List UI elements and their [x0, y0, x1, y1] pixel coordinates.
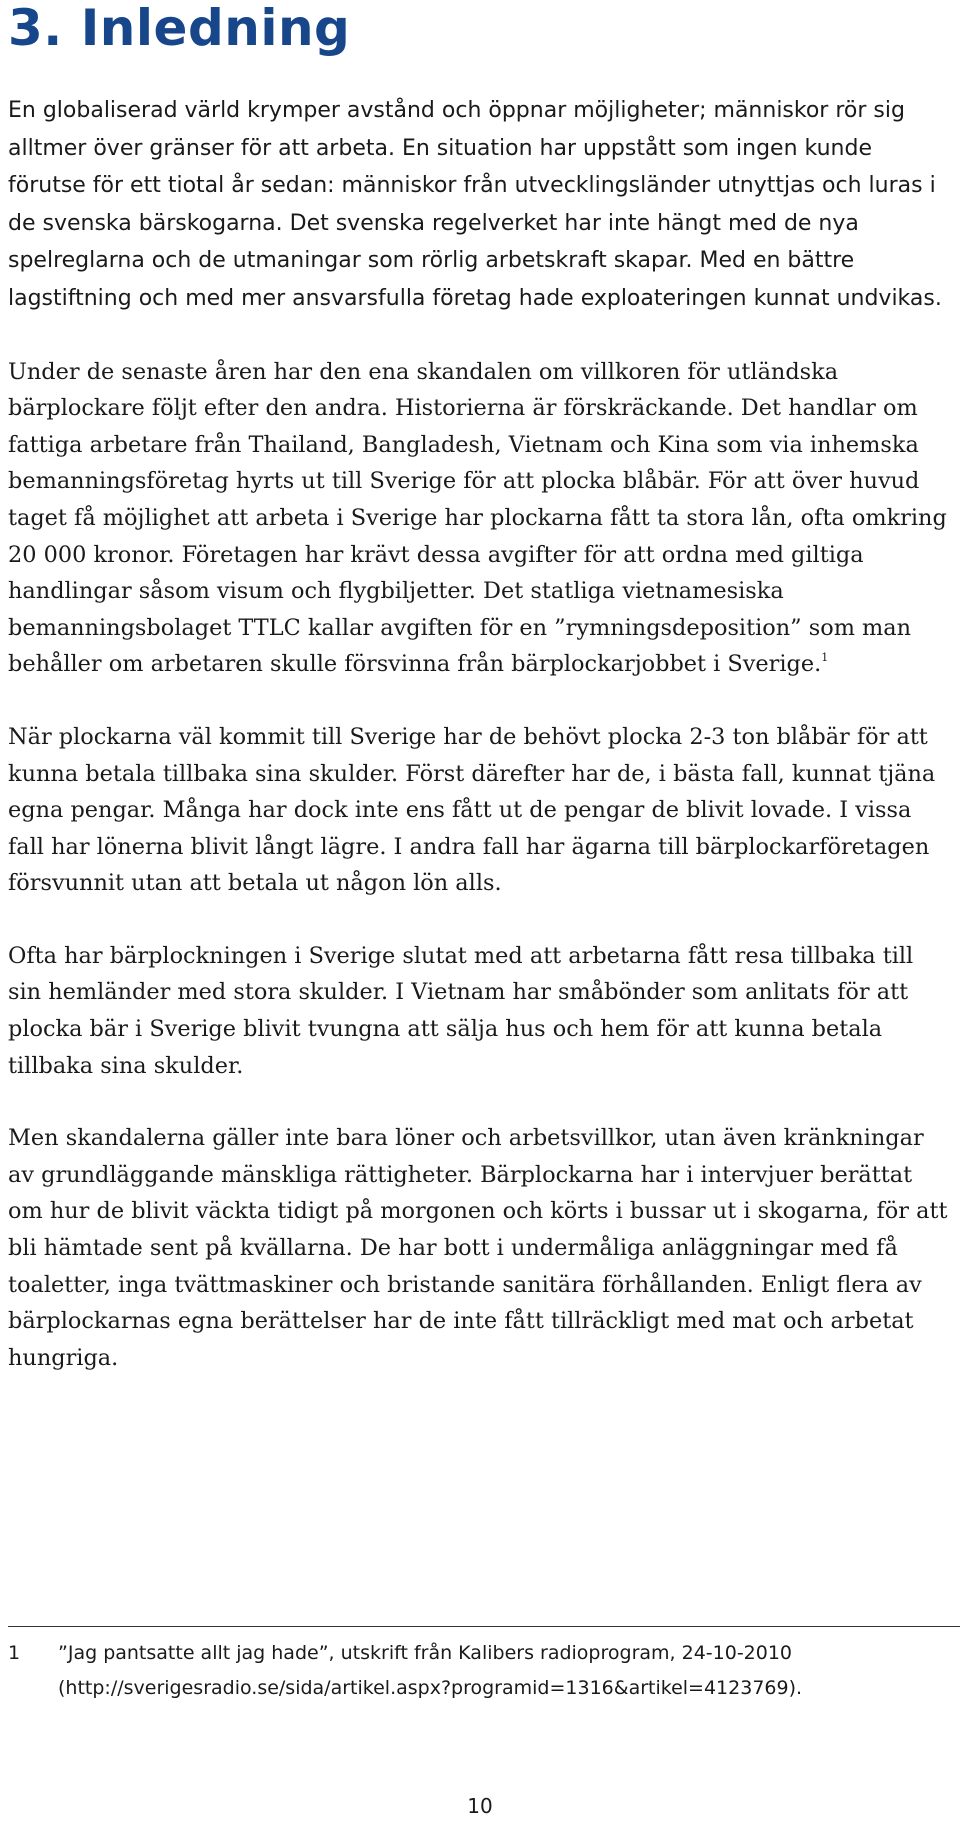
paragraph-4: [8, 938, 952, 1084]
page-number: 10: [467, 1794, 493, 1818]
paragraph-3: [8, 719, 952, 902]
footnote-number: 1: [8, 1642, 21, 1664]
paragraph-4-text: Ofta har bärplockningen i Sverige slutat med att arbetarna fått resa tillbaka till sin hemländer med stora skulder. I Vietnam har småbönder som anlitats för att plocka bär i Sverige blivit tvungna att sälja hus och hem för att kunna betala tillbaka sina skulder.: [8, 942, 914, 1079]
chapter-title: 3. Inledning: [8, 0, 351, 57]
paragraph-2-text: Under de senaste åren har den ena skandalen om villkoren för utländska bärplockare följt efter den andra. Historierna är förskräckande. Det handlar om fattiga arbetare från Thailand, Bangladesh, Vietnam och Kina som via inhemska bemanningsföretag hyrts ut till Sverige för att plocka blåbär. För att över huvud taget få möjlighet att arbeta i Sverige har plockarna fått ta stora lån, ofta omkring 20 000 kronor. Företagen har krävt dessa avgifter för att ordna med giltiga handlingar såsom visum och flygbiljetter. Det statliga vietnamesiska bemanningsbolaget TTLC kallar avgiften för en ”rymningsdeposition” som man behåller om arbetaren skulle försvinna från bärplockarjobbet i Sverige.: [8, 358, 947, 678]
footnote: [8, 1636, 952, 1706]
paragraph-3-text: När plockarna väl kommit till Sverige har de behövt plocka 2-3 ton blåbär för att kunna betala tillbaka sina skulder. Först därefter har de, i bästa fall, kunnat tjäna egna pengar. Många har dock inte ens fått ut de pengar de blivit lovade. I vissa fall har lönerna blivit långt lägre. I andra fall har ägarna till bärplockarföretagen försvunnit utan att betala ut någon lön alls.: [8, 723, 936, 897]
body-text: [8, 92, 952, 1412]
footnote-divider: [8, 1626, 960, 1627]
footnote-text: ”Jag pantsatte allt jag hade”, utskrift från Kalibers radioprogram, 24-10-2010 (http://sverigesradio.se/sida/artikel.aspx?programid=1316&artikel=4123769).: [58, 1642, 803, 1699]
paragraph-5: [8, 1120, 952, 1376]
paragraph-5-text: Men skandalerna gäller inte bara löner och arbetsvillkor, utan även kränkningar av grundläggande mänskliga rättigheter. Bärplockarna har i intervjuer berättat om hur de blivit väckta tidigt på morgonen och körts i bussar ut i skogarna, för att bli hämtade sent på kvällarna. De har bott i undermåliga anläggningar med få toaletter, inga tvättmaskiner och bristande sanitära förhållanden. Enligt flera av bärplockarnas egna berättelser har de inte fått tillräckligt med mat och arbetat hungriga.: [8, 1125, 948, 1371]
footnote-reference[interactable]: 1: [821, 651, 829, 665]
paragraph-2: [8, 354, 952, 683]
paragraph-1: [8, 92, 952, 318]
paragraph-1-text: En globaliserad värld krymper avstånd och öppnar möjligheter; människor rör sig alltmer över gränser för att arbeta. En situation har uppstått som ingen kunde förutse för ett tiotal år sedan: människor från utvecklingsländer utnyttjas och luras i de svenska bärskogarna. Det svenska regelverket har inte hängt med de nya spelreglarna och de utmaningar som rörlig arbetskraft skapar. Med en bättre lagstiftning och med mer ansvarsfulla företag hade exploateringen kunnat undvikas.: [8, 98, 942, 311]
